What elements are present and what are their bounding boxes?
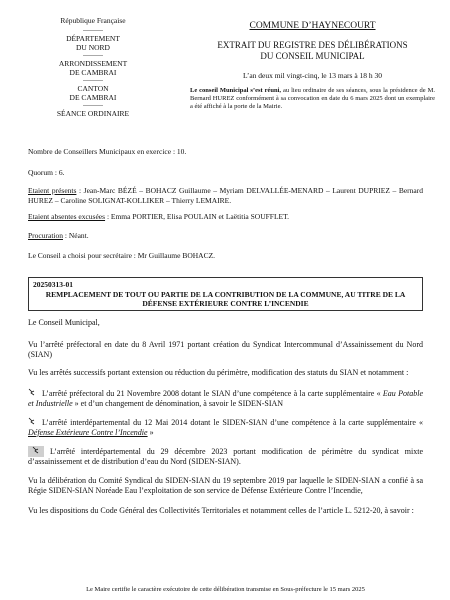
- bullet-text: » et d’un changement de dénomination, à savoir le SIDEN-SIAN: [72, 399, 284, 408]
- attendance: [28, 147, 423, 261]
- register-title: EXTRAIT DU REGISTRE DES DÉLIBÉRATIONS: [217, 40, 408, 50]
- recital-2: Vu les arrêtés successifs portant extension ou réduction du périmètre, modification des statuts du SIAN et notamment :: [28, 368, 409, 377]
- proxy-line: [28, 231, 423, 241]
- meeting-intro: [190, 87, 435, 111]
- session-label: SÉANCE ORDINAIRE: [56, 108, 130, 118]
- department-label: DÉPARTEMENT DU NORD: [66, 33, 120, 52]
- council-label: Le Conseil Municipal,: [28, 318, 100, 327]
- resolution-number: 20250313-01: [33, 280, 73, 289]
- bullet-order-2014: [28, 417, 423, 438]
- intro-text: au lieu ordinaire de ses séances, sous la présidence de M. Bernard HUREZ conformément à sa convocation en date du 6 mars 2025 dont un exemplaire a été affiché à la porte de la Mairie.: [190, 86, 435, 110]
- bullet-order-2008: [28, 388, 423, 409]
- footer-note: Le Maire certifie le caractère exécutoire de cette délibération transmise en Sous-préfecture le 15 mars 2025: [86, 586, 365, 593]
- header-left: [28, 16, 158, 118]
- meeting-date: L’an deux mil vingt-cinq, le 13 mars à 18 h 30: [242, 71, 383, 80]
- bullet-text: L’arrêté interdépartemental du 29 décembre 2023 portant modification de périmètre du syndicat mixte d’assainissement et de distribution d’eau du Nord (SIDEN-SIAN).: [28, 447, 423, 466]
- bullet-italic: Eau Potable et Industrielle: [28, 389, 423, 408]
- secretary-line: Le Conseil a choisi pour secrétaire : Mr Guillaume BOHACZ.: [28, 251, 216, 260]
- absent-label: Etaient absentes excusées: [28, 212, 106, 221]
- bullet-italic: Défense Extérieure Contre l’Incendie: [28, 428, 148, 437]
- councillors-in-office: Nombre de Conseillers Municipaux en exercice : 10.: [28, 147, 187, 156]
- republic-label: République Française: [60, 16, 126, 25]
- canton-label: CANTON DE CAMBRAI: [69, 83, 117, 102]
- bullet-text: »: [147, 428, 154, 437]
- present-names: : Jean-Marc BÉZÉ – BOHACZ Guillaume – Myriam DELVALLÉE-MENARD – Laurent DUPRIEZ – Bernard HUREZ – Caroline SOLIGNAT-KOLLIKER – Thierry LEMAIRE.: [28, 186, 423, 205]
- quorum: Quorum : 6.: [28, 167, 65, 177]
- proxy-value: : Néant.: [63, 230, 89, 240]
- present-list: [28, 186, 423, 205]
- recital-3: Vu la délibération du Comité Syndical du SIDEN-SIAN du 19 septembre 2019 par laquelle le SIDEN-SIAN a confié à sa Régie SIDEN-SIAN Noréade Eau l’exploitation de son service de Défense Extérieure Contre l’Incendie,: [28, 476, 423, 495]
- hand-pointer-icon: [28, 417, 36, 428]
- commune-name: COMMUNE D’HAYNECOURT: [249, 21, 376, 31]
- absent-names: : Emma PORTIER, Elisa POULAIN et Laëtitia SOUFFLET.: [105, 212, 290, 221]
- intro-bold: Le conseil Municipal s’est réuni,: [190, 86, 282, 94]
- recital-4: Vu les dispositions du Code Général des Collectivités Territoriales et notamment celles de l’article L. 5212-20, à savoir :: [28, 506, 414, 515]
- hand-pointer-icon: [28, 388, 36, 399]
- present-label: Etaient présents: [28, 186, 77, 195]
- bullet-text: L’arrêté interdépartemental du 12 Mai 2014 dotant le SIDEN-SIAN d’une compétence à la carte supplémentaire «: [42, 418, 423, 427]
- recital-1: Vu l’arrêté préfectoral en date du 8 Avril 1971 portant création du Syndicat Intercommunal d’Assainissement du Nord (SIAN): [28, 340, 423, 359]
- bullet-order-2023: [28, 446, 423, 467]
- bullet-text: L’arrêté préfectoral du 21 Novembre 2008 dotant le SIAN d’une compétence à la carte supplémentaire «: [42, 389, 383, 398]
- arrondissement-label: ARRONDISSEMENT DE CAMBRAI: [58, 58, 128, 77]
- separator: ----------: [83, 27, 103, 34]
- absent-list: [28, 212, 423, 222]
- separator: ----------: [83, 52, 103, 59]
- register-subtitle: DU CONSEIL MUNICIPAL: [260, 51, 365, 61]
- separator: ----------: [83, 77, 103, 84]
- hand-pointer-icon: [28, 446, 44, 457]
- header-right: [190, 20, 435, 111]
- deliberation-body: [28, 318, 423, 516]
- proxy-label: Procuration: [28, 230, 63, 240]
- resolution-box: [28, 277, 423, 311]
- separator: ----------: [83, 102, 103, 109]
- resolution-title: REMPLACEMENT DE TOUT OU PARTIE DE LA CONTRIBUTION DE LA COMMUNE, AU TITRE DE LA DÉFENSE EXTÉRIEURE CONTRE L’INCENDIE: [45, 289, 406, 308]
